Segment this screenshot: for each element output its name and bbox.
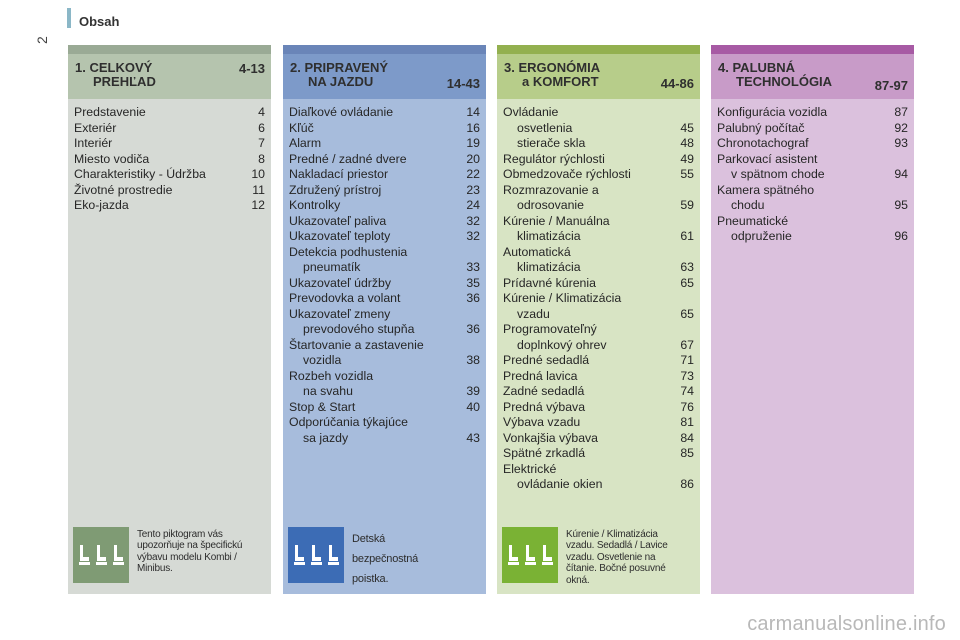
toc-entry-label: Palubný počítač xyxy=(717,120,805,135)
toc-entry-label: Štartovanie a zastavenie vozidla xyxy=(289,337,424,367)
toc-entry-page: 19 xyxy=(466,136,480,150)
section-topbar xyxy=(497,45,700,54)
toc-entry-page: 39 xyxy=(466,384,480,398)
toc-entry-label: Prevodovka a volant xyxy=(289,291,401,305)
toc-entry[interactable] xyxy=(289,276,480,292)
toc-entry-label: Rozbeh vozidla na svahu xyxy=(289,368,374,398)
toc-entry[interactable] xyxy=(74,167,265,183)
toc-entry-label: Alarm xyxy=(289,136,322,150)
section-title: 3. ERGONÓMIA a KOMFORT xyxy=(504,60,601,89)
toc-entry-label: Nakladací priestor xyxy=(289,167,389,181)
toc-entry[interactable] xyxy=(289,183,480,199)
toc-entry-label: Predná lavica xyxy=(503,368,578,383)
toc-entry-label: Výbava vzadu xyxy=(503,415,581,429)
toc-entry-page: 59 xyxy=(680,198,694,212)
toc-entry-page: 55 xyxy=(680,167,694,181)
toc-entry[interactable] xyxy=(289,338,480,369)
toc-entry[interactable] xyxy=(289,400,480,416)
toc-entry[interactable] xyxy=(74,152,265,168)
toc-entry-page: 24 xyxy=(466,198,480,212)
section-2-ready-to-drive xyxy=(283,45,486,594)
toc-entry-page: 10 xyxy=(251,167,265,181)
toc-entry[interactable] xyxy=(503,245,694,276)
toc-entry-page: 95 xyxy=(894,198,908,212)
toc-entry[interactable] xyxy=(289,214,480,230)
toc-entry-page: 40 xyxy=(466,399,480,414)
toc-entry[interactable] xyxy=(503,183,694,214)
toc-entry-page: 14 xyxy=(466,105,480,119)
toc-entry-label: Predné / zadné dvere xyxy=(289,151,407,166)
toc-entry-label: Exteriér xyxy=(74,120,117,135)
section-title: 1. CELKOVÝ PREHĽAD xyxy=(75,60,156,89)
toc-entry[interactable] xyxy=(74,105,265,121)
toc-entry[interactable] xyxy=(503,353,694,369)
toc-entry-page: 76 xyxy=(680,399,694,414)
toc-entry-label: Kontrolky xyxy=(289,198,341,212)
watermark: carmanualsonline.info xyxy=(747,613,946,635)
toc-entry-page: 84 xyxy=(680,430,694,445)
toc-entry-page: 86 xyxy=(680,477,694,491)
toc-entry-label: Združený prístroj xyxy=(289,182,382,197)
toc-entry-label: Kúrenie / Klimatizácia vzadu xyxy=(503,291,622,321)
toc-entry[interactable] xyxy=(717,121,908,137)
toc-entry-page: 36 xyxy=(466,322,480,336)
toc-entry[interactable] xyxy=(503,384,694,400)
toc-entry[interactable] xyxy=(503,121,694,137)
note-text: Detská bezpečnostná poistka. xyxy=(352,533,419,585)
toc-entry[interactable] xyxy=(717,136,908,152)
note-text: Kúrenie / Klimatizácia vzadu. Sedadlá / Lavice vzadu. Osvetlenie na čítanie. Bočné posuvné okná. xyxy=(566,529,668,586)
pictogram-note xyxy=(288,525,483,585)
toc-entry-page: 12 xyxy=(251,198,265,212)
section-header[interactable] xyxy=(283,54,486,99)
toc-entry-page: 11 xyxy=(252,182,265,197)
toc-entry-label: Ukazovateľ teploty xyxy=(289,229,391,243)
toc-entry[interactable] xyxy=(74,183,265,199)
section-topbar xyxy=(711,45,914,54)
toc-entry-page: 65 xyxy=(680,306,694,321)
toc-entry[interactable] xyxy=(289,415,480,446)
toc-entry-label: Pneumatické odpruženie xyxy=(717,213,792,243)
toc-entry[interactable] xyxy=(503,322,694,353)
toc-entry-page: 71 xyxy=(680,353,694,367)
toc-entry-label: Automatická klimatizácia xyxy=(503,244,581,274)
toc-entry-label: Diaľkové ovládanie xyxy=(289,105,394,119)
toc-entry-page: 93 xyxy=(894,136,908,150)
toc-entry[interactable] xyxy=(503,136,694,152)
toc-entry[interactable] xyxy=(717,105,908,121)
toc-entry[interactable] xyxy=(503,462,694,493)
note-text: Tento piktogram vás upozorňuje na špecifickú výbavu modelu Kombi / Minibus. xyxy=(137,529,243,575)
toc-entry-page: 32 xyxy=(466,229,480,243)
toc-entry-label: Interiér xyxy=(74,136,113,150)
toc-entry[interactable] xyxy=(74,136,265,152)
toc-entry-page: 8 xyxy=(258,151,265,166)
section-title: 4. PALUBNÁ TECHNOLÓGIA xyxy=(718,60,833,89)
toc-entry-page: 85 xyxy=(680,446,694,460)
toc-entry-label: Odporúčania týkajúce sa jazdy xyxy=(289,415,408,445)
toc-entry-page: 61 xyxy=(680,229,694,243)
toc-entry[interactable] xyxy=(289,121,480,137)
toc-entry-label: Ukazovateľ paliva xyxy=(289,213,387,228)
toc-entry[interactable] xyxy=(503,369,694,385)
toc-entry[interactable] xyxy=(503,415,694,431)
toc-entry-label: Predné sedadlá xyxy=(503,353,590,367)
toc-entry-label: Ukazovateľ údržby xyxy=(289,275,392,290)
section-topbar xyxy=(68,45,271,54)
toc-entry-page: 48 xyxy=(680,136,694,150)
toc-entry-label: Programovateľný doplnkový ohrev xyxy=(503,322,607,352)
toc-entry-label: Ovládanie xyxy=(503,105,559,119)
seat-pictogram-icon xyxy=(73,527,129,583)
toc-entry[interactable] xyxy=(289,245,480,276)
toc-entry-label: Životné prostredie xyxy=(74,182,173,197)
toc-entry-page: 92 xyxy=(894,120,908,135)
toc-entry[interactable] xyxy=(289,198,480,214)
toc-entry-page: 81 xyxy=(680,415,694,429)
toc-entry[interactable] xyxy=(503,152,694,168)
toc-entry-page: 94 xyxy=(894,167,908,181)
toc-entry-label: Predná výbava xyxy=(503,399,586,414)
toc-entry-page: 33 xyxy=(466,260,480,274)
toc-entry-label: Prídavné kúrenia xyxy=(503,275,596,290)
toc-entry-page: 23 xyxy=(466,182,480,197)
toc-entry-page: 16 xyxy=(466,120,480,135)
toc-entry[interactable] xyxy=(503,276,694,292)
toc-entry-label: Detekcia podhustenia pneumatík xyxy=(289,244,408,274)
toc-entry-page: 87 xyxy=(894,105,908,119)
toc-list xyxy=(497,99,700,493)
toc-entry-page: 63 xyxy=(680,260,694,274)
toc-entry-label: Predstavenie xyxy=(74,105,146,119)
toc-entry-page: 7 xyxy=(258,136,265,150)
toc-entry[interactable] xyxy=(503,214,694,245)
toc-entry-label: Miesto vodiča xyxy=(74,151,150,166)
toc-entry[interactable] xyxy=(289,307,480,338)
toc-entry-label: Rozmrazovanie a odrosovanie xyxy=(503,182,599,212)
toc-entry[interactable] xyxy=(717,152,908,183)
toc-entry[interactable] xyxy=(289,229,480,245)
section-1-overview xyxy=(68,45,271,594)
toc-entry-label: Kúrenie / Manuálna klimatizácia xyxy=(503,213,610,243)
toc-entry-page: 22 xyxy=(466,167,480,181)
page-number: 2 xyxy=(34,36,50,44)
toc-list xyxy=(711,99,914,245)
section-page-range: 14-43 xyxy=(446,76,480,91)
toc-entry-page: 67 xyxy=(680,337,694,352)
section-topbar xyxy=(283,45,486,54)
toc-entry[interactable] xyxy=(289,152,480,168)
toc-list xyxy=(283,99,486,446)
section-page-range: 87-97 xyxy=(874,78,908,93)
toc-list xyxy=(68,99,271,214)
section-3-ergonomics-comfort xyxy=(497,45,700,594)
section-4-onboard-technology xyxy=(711,45,914,594)
section-title: 2. PRIPRAVENÝ NA JAZDU xyxy=(290,60,389,89)
toc-entry-page: 6 xyxy=(258,120,265,135)
toc-entry-label: Regulátor rýchlosti xyxy=(503,151,605,166)
child-lock-pictogram-icon xyxy=(288,527,344,583)
toc-entry-page: 35 xyxy=(466,275,480,290)
pictogram-note xyxy=(73,525,268,585)
toc-entry-page: 32 xyxy=(466,213,480,228)
toc-entry-label: Konfigurácia vozidla xyxy=(717,105,828,119)
toc-entry-label: Chronotachograf xyxy=(717,136,809,150)
toc-entry-label: Eko-jazda xyxy=(74,198,129,212)
section-header[interactable] xyxy=(68,54,271,99)
toc-entry-label: osvetlenia xyxy=(517,120,573,135)
toc-entry[interactable] xyxy=(74,121,265,137)
toc-entry-label: Zadné sedadlá xyxy=(503,384,585,398)
toc-entry[interactable] xyxy=(289,369,480,400)
toc-entry-page: 38 xyxy=(466,353,480,367)
toc-entry-page: 4 xyxy=(258,105,265,119)
header-title: Obsah xyxy=(79,14,120,29)
toc-entry[interactable] xyxy=(74,198,265,214)
section-header[interactable] xyxy=(497,54,700,99)
toc-entry[interactable] xyxy=(289,136,480,152)
toc-entry-label: Kľúč xyxy=(289,120,314,135)
toc-entry-label: Stop & Start xyxy=(289,399,356,414)
section-page-range: 4-13 xyxy=(238,61,265,76)
toc-entry-page: 73 xyxy=(680,368,694,383)
toc-entry[interactable] xyxy=(289,105,480,121)
toc-entry[interactable] xyxy=(503,167,694,183)
toc-entry-label: Parkovací asistent v spätnom chode xyxy=(717,151,825,181)
toc-entry[interactable] xyxy=(717,183,908,214)
toc-entry-page: 49 xyxy=(680,151,694,166)
toc-entry-label: Spätné zrkadlá xyxy=(503,446,586,460)
section-page-range: 44-86 xyxy=(660,76,694,91)
toc-entry[interactable] xyxy=(289,167,480,183)
toc-entry-label: Elektrické ovládanie okien xyxy=(503,461,603,491)
toc-entry[interactable] xyxy=(289,291,480,307)
pictogram-note xyxy=(502,525,697,585)
toc-entry-label: stierače skla xyxy=(517,136,586,150)
toc-entry[interactable] xyxy=(503,446,694,462)
toc-entry[interactable] xyxy=(503,400,694,416)
toc-entry-label: Ukazovateľ zmeny prevodového stupňa xyxy=(289,306,415,336)
toc-entry[interactable] xyxy=(503,431,694,447)
toc-entry-page: 45 xyxy=(680,120,694,135)
toc-entry-label: Charakteristiky - Údržba xyxy=(74,167,206,181)
toc-entry-page: 74 xyxy=(680,384,694,398)
section-header[interactable] xyxy=(711,54,914,99)
toc-entry-page: 20 xyxy=(466,151,480,166)
toc-entry-label: Obmedzovače rýchlosti xyxy=(503,167,631,181)
toc-entry[interactable] xyxy=(503,105,694,121)
toc-entry[interactable] xyxy=(717,214,908,245)
rear-seats-pictogram-icon xyxy=(502,527,558,583)
toc-entry-page: 65 xyxy=(680,275,694,290)
toc-entry-label: Kamera spätného chodu xyxy=(717,182,815,212)
toc-entry-page: 43 xyxy=(466,430,480,445)
toc-entry[interactable] xyxy=(503,291,694,322)
toc-entry-page: 36 xyxy=(466,291,480,305)
header-rule xyxy=(67,8,71,28)
toc-entry-label: Vonkajšia výbava xyxy=(503,430,599,445)
toc-entry-page: 96 xyxy=(894,229,908,243)
